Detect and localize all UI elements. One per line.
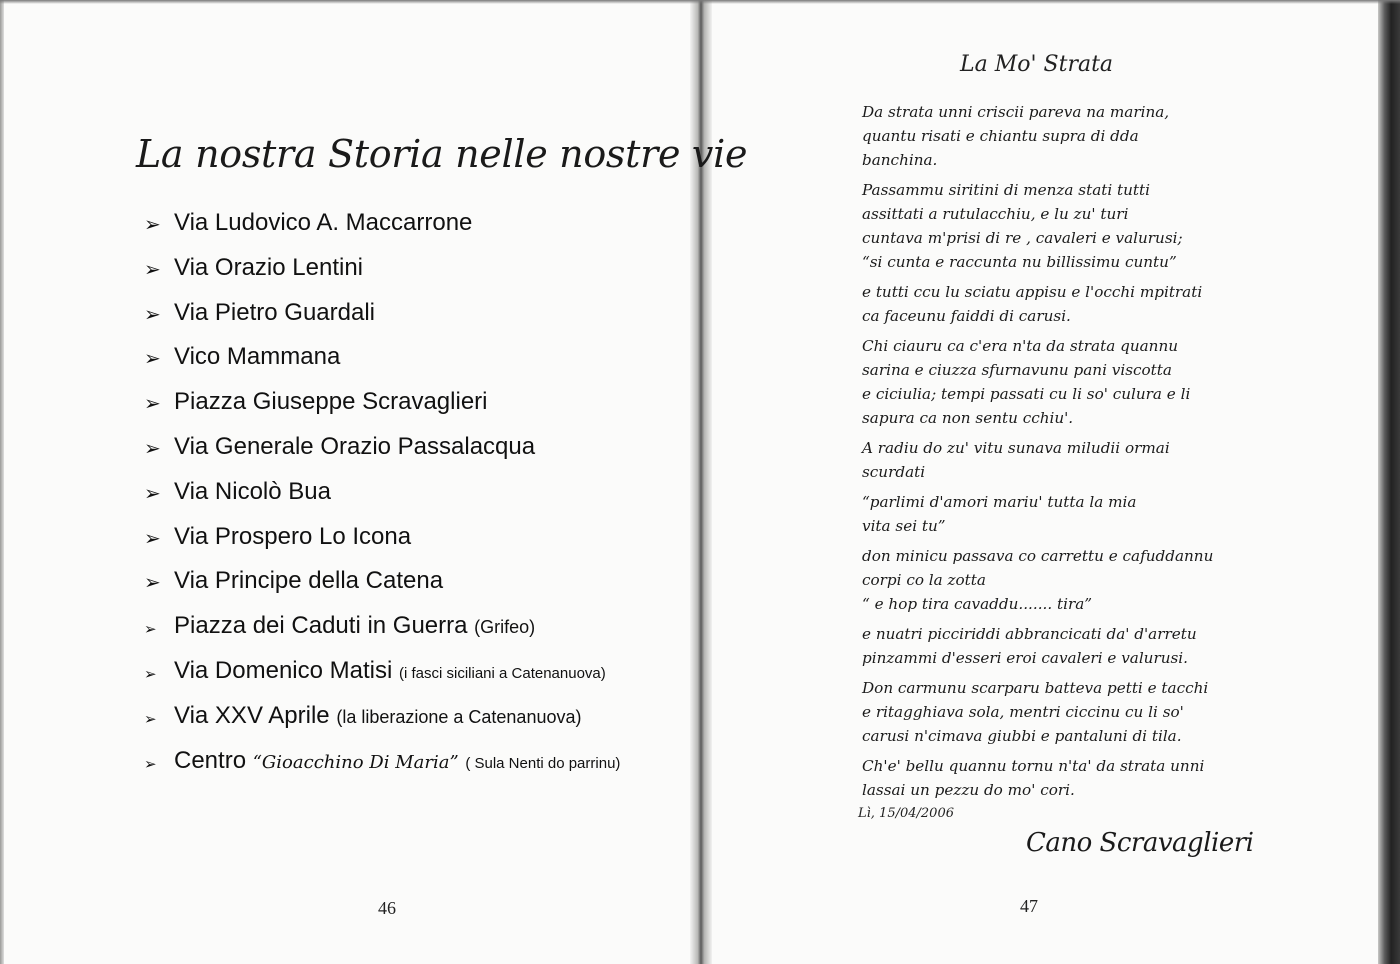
centro-dedication-name: “Gioacchino Di Maria” — [252, 751, 459, 773]
street-name: Via Prospero Lo Icona — [174, 522, 412, 550]
poem-line: sapura ca non sentu cchiu'. — [862, 409, 1074, 427]
arrow-bullet-icon: ➢ — [144, 348, 161, 371]
poem-line: lassai un pezzu do mo' cori. — [862, 781, 1075, 799]
poem-line: don minicu passava co carrettu e cafuddannu — [862, 547, 1214, 565]
poem-line: assittati a rutulacchiu, e lu zu' turi — [862, 205, 1129, 223]
street-item — [140, 561, 620, 606]
poem-title: La Mo' Strata — [960, 52, 1114, 77]
poem-body — [862, 100, 1214, 808]
poem-line: ca faceunu faiddi di carusi. — [862, 307, 1071, 325]
page-number-left: 46 — [378, 898, 396, 918]
top-shade — [0, 0, 1400, 4]
poem-line: pinzammi d'esseri eroi cavaleri e valurusi. — [862, 649, 1188, 667]
street-note: (i fasci siciliani a Catenanuova) — [398, 664, 606, 682]
poem-stanza — [862, 676, 1209, 748]
arrow-bullet-icon: ➢ — [144, 527, 161, 550]
poem-line: Passammu siritini di menza stati tutti — [862, 181, 1150, 199]
poem-stanza — [862, 178, 1202, 274]
street-item — [140, 606, 620, 651]
poem-stanza — [862, 334, 1202, 430]
street-item — [140, 427, 620, 472]
arrow-bullet-icon: ➢ — [144, 437, 161, 460]
arrow-bullet-icon: ➢ — [144, 393, 161, 416]
street-item — [140, 248, 620, 293]
poem-line: scurdati — [862, 463, 926, 481]
street-name: Via Ludovico A. Maccarrone — [174, 209, 473, 236]
poem-line: carusi n'cimava giubbi e pantaluni di tila. — [862, 727, 1182, 745]
poem-line: “si cunta e raccunta nu billissimu cuntu” — [862, 253, 1177, 271]
poem-line: e nuatri picciriddi abbrancicati da' d'arretu — [862, 625, 1197, 643]
arrow-bullet-icon: ➢ — [144, 710, 157, 728]
street-name: Via Generale Orazio Passalacqua — [174, 432, 536, 460]
arrow-bullet-icon: ➢ — [144, 214, 161, 236]
street-name: Piazza Giuseppe Scravaglieri — [174, 388, 488, 416]
author-signature: Cano Scravaglieri — [1026, 828, 1254, 858]
poem-line: e ciciulia; tempi passati cu li so' culura e li — [862, 385, 1191, 403]
poem-line: Don carmunu scarparu batteva petti e tacchi — [862, 679, 1209, 697]
poem-stanza — [862, 490, 1202, 538]
street-item — [140, 472, 620, 517]
poem-line: sarina e ciuzza sfurnavunu pani viscotta — [862, 361, 1172, 379]
poem-line: e tutti ccu lu sciatu appisu e l'occhi mpitrati — [862, 283, 1203, 301]
poem-line: “ e hop tira cavaddu....... tira” — [862, 595, 1093, 613]
poem-line: e ritagghiava sola, mentri ciccinu cu li so' — [862, 703, 1184, 721]
street-item — [140, 696, 620, 741]
street-note: (Grifeo) — [474, 617, 536, 638]
book-right-edge — [1378, 0, 1400, 964]
street-name: Via Principe della Catena — [174, 567, 444, 595]
poem-stanza — [862, 436, 1202, 484]
street-note: (la liberazione a Catenanuova) — [336, 706, 582, 727]
poem-line: cuntava m'prisi di re , cavaleri e valurusi; — [862, 229, 1183, 247]
poem-line: Da strata unni criscii pareva na marina, — [862, 103, 1170, 121]
poem-line: banchina. — [862, 151, 938, 169]
street-name: Vico Mammana — [174, 343, 341, 371]
street-name: Centro — [174, 746, 247, 774]
left-page-title: La nostra Storia nelle nostre vie — [136, 132, 748, 176]
arrow-bullet-icon: ➢ — [144, 665, 157, 683]
place-date: Lì, 15/04/2006 — [858, 806, 954, 821]
street-note: ( Sula Nenti do parrinu) — [465, 754, 621, 772]
street-item — [140, 337, 620, 382]
poem-stanza — [862, 544, 1214, 616]
street-name: Piazza dei Caduti in Guerra — [174, 612, 468, 640]
street-item — [140, 651, 620, 696]
street-item — [140, 741, 620, 786]
poem-line: Ch'e' bellu quannu tornu n'ta' da strata unni — [862, 757, 1205, 775]
street-name: Via Domenico Matisi — [174, 656, 393, 684]
street-item — [140, 293, 620, 338]
poem-line: quantu risati e chiantu supra di dda — [862, 127, 1139, 145]
poem-line: corpi co la zotta — [862, 571, 986, 589]
poem-line: “parlimi d'amori mariu' tutta la mia — [862, 493, 1137, 511]
arrow-bullet-icon: ➢ — [144, 755, 157, 773]
arrow-bullet-icon: ➢ — [144, 482, 161, 505]
street-list — [140, 203, 620, 785]
poem-line: Chi ciauru ca c'era n'ta da strata quannu — [862, 337, 1179, 355]
poem-stanza — [862, 622, 1202, 670]
poem-stanza — [862, 100, 1202, 172]
poem-line: vita sei tu” — [862, 517, 946, 535]
street-name: Via Pietro Guardali — [174, 298, 375, 326]
street-name: Via Orazio Lentini — [174, 253, 363, 281]
arrow-bullet-icon: ➢ — [144, 303, 161, 326]
street-item — [140, 203, 620, 248]
page-number-right: 47 — [1020, 896, 1038, 916]
poem-stanza — [862, 280, 1202, 328]
arrow-bullet-icon: ➢ — [144, 621, 157, 639]
street-item — [140, 382, 620, 427]
poem-stanza — [862, 754, 1205, 802]
street-name: Via XXV Aprile — [174, 701, 330, 729]
arrow-bullet-icon: ➢ — [144, 572, 161, 595]
street-item — [140, 517, 620, 562]
arrow-bullet-icon: ➢ — [144, 258, 161, 281]
poem-line: A radiu do zu' vitu sunava miludii ormai — [862, 439, 1170, 457]
street-name: Via Nicolò Bua — [174, 477, 331, 505]
